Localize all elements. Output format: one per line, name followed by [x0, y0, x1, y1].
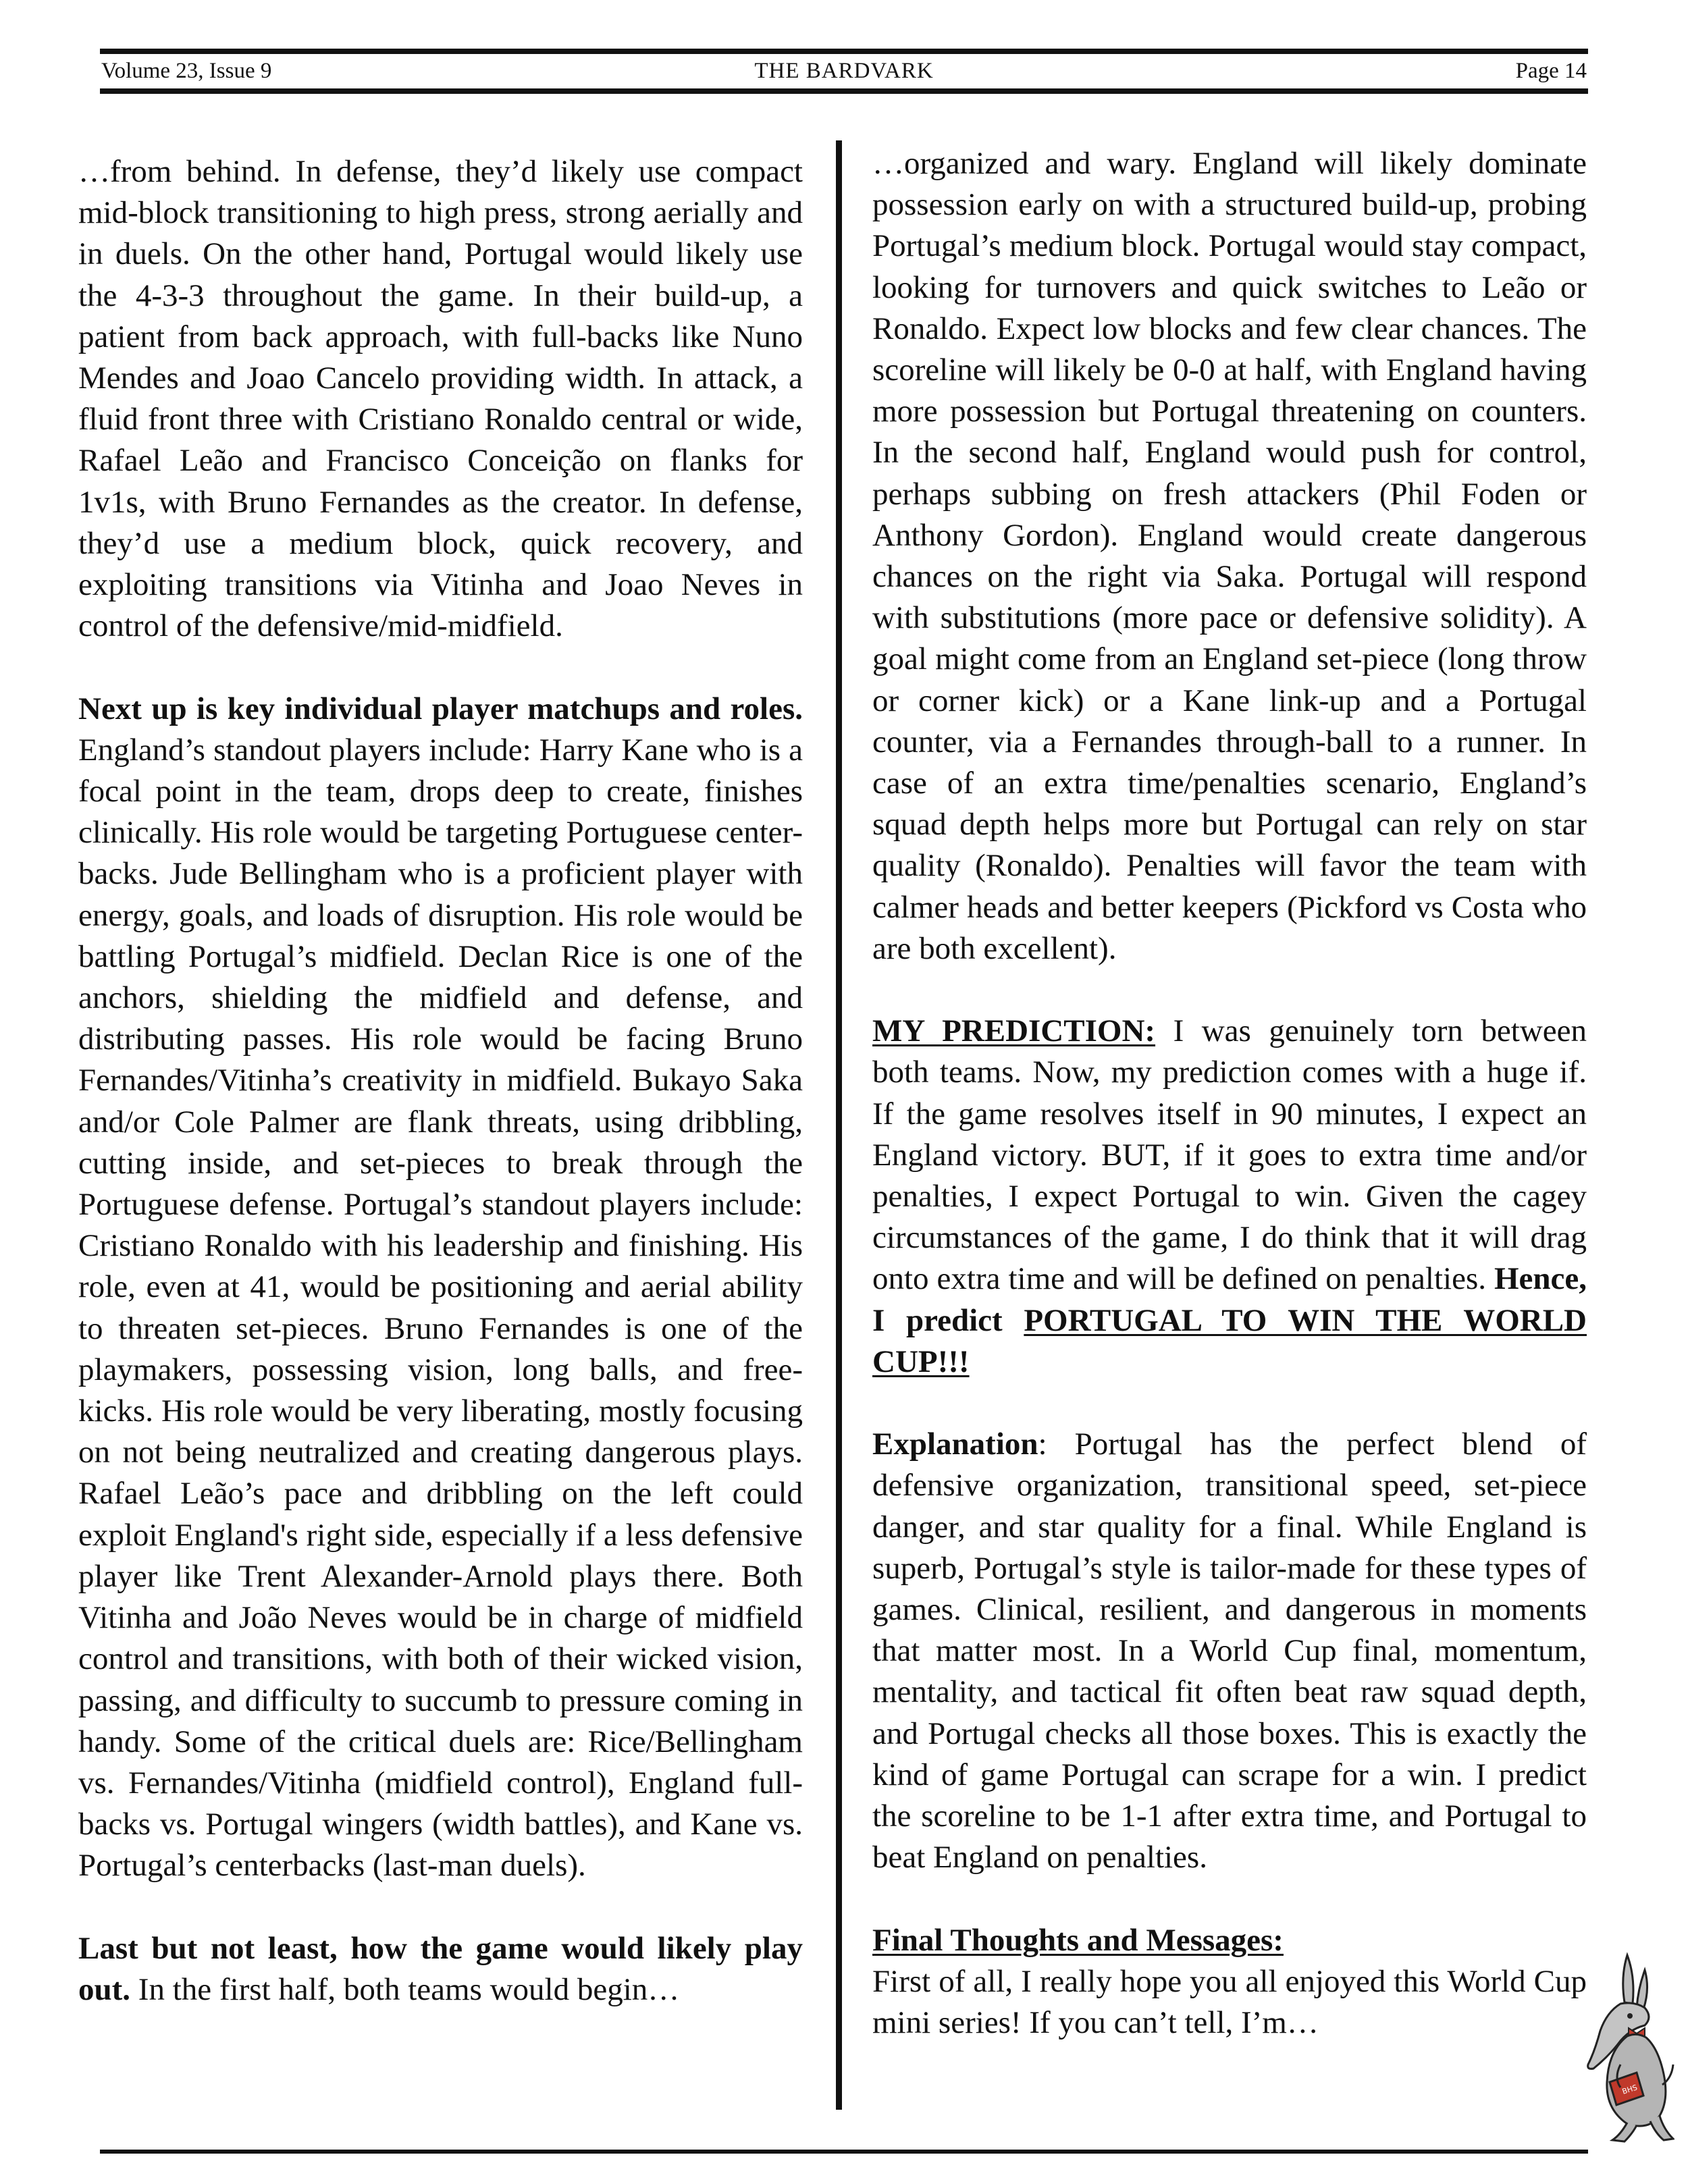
issue-volume: Volume 23, Issue 9 [101, 59, 272, 83]
paragraph-explanation [872, 1424, 1587, 1878]
explanation-heading: Explanation [872, 1427, 1038, 1462]
footer-rule [100, 2150, 1588, 2154]
left-column [78, 151, 803, 2010]
prediction-body: I was genuinely torn between both teams. Now, my prediction comes with a huge if. If the game resolves itself in 90 minutes, I expect an England victory. BUT, if it goes to extra time and/or penalties, I expect Portugal to win. Given the cagey circumstances of the game, I do think that it will drag onto extra time and will be defined on penalties. [872, 1013, 1587, 1297]
column-divider [836, 140, 842, 2110]
game-flow-heading: Last but not least, how the game would likely play out. [78, 1930, 803, 2007]
matchups-body: England’s standout players include: Harry Kane who is a focal point in the team, drops deep to create, finishes clinically. His role would be targeting Portuguese center-backs. Jude Bellingham who is a proficient player with energy, goals, and loads of disruption. His role would be battling Portugal’s midfield. Declan Rice is one of the anchors, shielding the midfield and defense, and distributing passes. His role would be facing Bruno Fernandes/Vitinha’s creativity in midfield. Bukayo Saka and/or Cole Palmer are flank threats, using dribbling, cutting inside, and set-pieces to break through the Portuguese defense. Portugal’s standout players include: Cristiano Ronaldo with his leadership and finishing. His role, even at 41, would be positioning and aerial ability to threaten set-pieces. Bruno Fernandes is one of the playmakers, possessing vision, long balls, and free-kicks. His role would be very liberating, mostly focusing on not being neutralized and creating dangerous plays. Rafael Leão’s pace and dribbling on the left could exploit England's right side, especially if a less defensive player like Trent Alexander-Arnold plays there. Both Vitinha and João Neves would be in charge of midfield control and transitions, with both of their wicked vision, passing, and difficulty to succumb to pressure coming in handy. Some of the critical duels are: Rice/Bellingham vs. Fernandes/Vitinha (midfield control), England full-backs vs. Portugal wingers (width battles), and Kane vs. Portugal’s centerbacks (last-man duels). [78, 732, 803, 1884]
paragraph-game-flow [78, 1928, 803, 2010]
paragraph-tactics: …from behind. In defense, they’d likely use compact mid-block transitioning to high press, strong aerially and in duels. On the other hand, Portugal would likely use the 4-3-3 throughout the game. In their build-up, a patient from back approach, with full-backs like Nuno Mendes and Joao Cancelo providing width. In attack, a fluid front three with Cristiano Ronaldo central or wide, Rafael Leão and Francisco Conceição on flanks for 1v1s, with Bruno Fernandes as the creator. In defense, they’d use a medium block, quick recovery, and exploiting transitions via Vitinha and Joao Neves in control of the defensive/mid-midfield. [78, 154, 803, 644]
header-bottom-rule [100, 88, 1588, 94]
page-number: Page 14 [1515, 59, 1587, 83]
svg-text:BHS: BHS [1620, 2083, 1639, 2096]
matchups-heading: Next up is key individual player matchups and roles. [78, 691, 803, 726]
aardvark-mascot-icon [1580, 1950, 1674, 2146]
game-flow-body: In the first half, both teams would begin… [130, 1971, 680, 2007]
prediction-lead: Hence, I predict [872, 1261, 1587, 1338]
header-top-rule [100, 49, 1588, 54]
prediction-final: PORTUGAL TO WIN THE WORLD CUP!!! [872, 1302, 1587, 1379]
explanation-body: : Portugal has the perfect blend of defensive organization, transitional speed, set-piece danger, and star quality for a final. While England is superb, Portugal’s style is tailor-made for these types of games. Clinical, resilient, and dangerous in moments that matter most. In a World Cup final, momentum, mentality, and tactical fit often beat raw squad depth, and Portugal checks all those boxes. This is exactly the kind of game Portugal can scrape for a win. I predict the scoreline to be 1-1 after extra time, and Portugal to beat England on penalties. [872, 1427, 1587, 1875]
paragraph-prediction [872, 1011, 1587, 1383]
final-thoughts-body: First of all, I really hope you all enjoyed this World Cup mini series! If you can’t tell, I’m… [872, 1963, 1587, 2041]
paragraph-final-thoughts [872, 1920, 1587, 2044]
prediction-heading: MY PREDICTION: [872, 1013, 1156, 1049]
newsletter-title: THE BARDVARK [754, 59, 934, 83]
paragraph-matchups [78, 689, 803, 1887]
final-thoughts-heading: Final Thoughts and Messages: [872, 1922, 1284, 1958]
right-column [872, 143, 1587, 2044]
paragraph-game-continuation: …organized and wary. England will likely dominate possession early on with a structured build-up, probing Portugal’s medium block. Portugal would stay compact, looking for turnovers and quick switches to Leão or Ronaldo. Expect low blocks and few clear chances. The scoreline will likely be 0-0 at half, with England having more possession but Portugal threatening on counters. In the second half, England would push for control, perhaps subbing on fresh attackers (Phil Foden or Anthony Gordon). England would create dangerous chances on the right via Saka. Portugal will respond with substitutions (more pace or defensive solidity). A goal might come from an England set-piece (long throw or corner kick) or a Kane link-up and a Portugal counter, via a Fernandes through-ball to a runner. In case of an extra time/penalties scenario, England’s squad depth helps more but Portugal can rely on star quality (Ronaldo). Penalties will favor the team with calmer heads and better keepers (Pickford vs Costa who are both excellent). [872, 146, 1587, 966]
